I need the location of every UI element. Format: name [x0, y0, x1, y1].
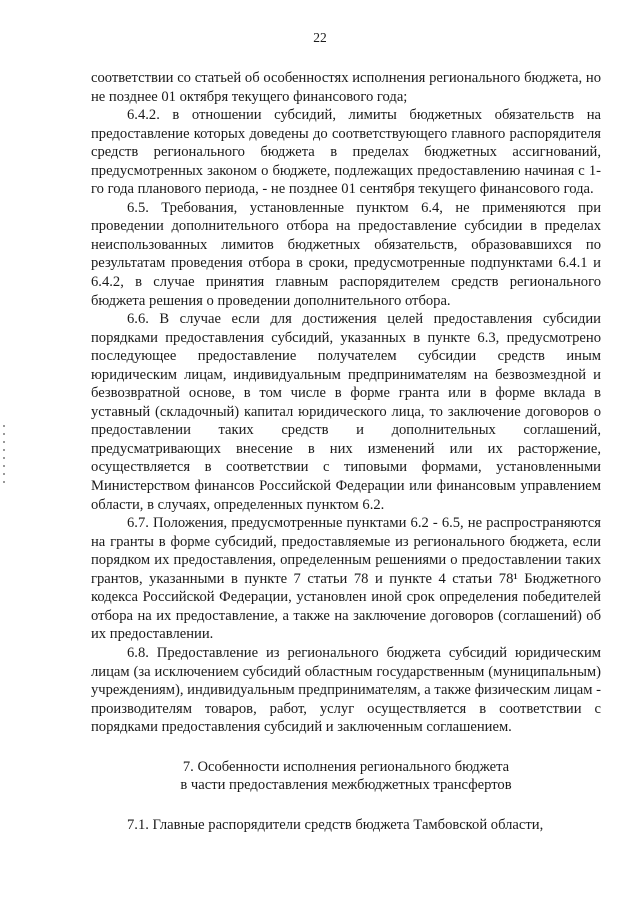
- paragraph-6-7: 6.7. Положения, предусмотренные пунктами 6.2 - 6.5, не распространяются на гранты в форме субсидий, предоставляемые из регионального бюджета, если порядком их предоставления, определенным решениями о предоставлении таких грантов, указанными в пункте 7 статьи 78 и пункте 4 статьи 78¹ Бюджетного кодекса Российской Федерации, установлен иной срок определения победителей отбора на их предоставление, а также на заключение договоров (соглашений) об их предоставлении.: [91, 515, 601, 643]
- binding-marks: [3, 425, 6, 545]
- paragraph-6-8: 6.8. Предоставление из регионального бюджета субсидий юридическим лицам (за исключением субсидий областным государственным (муниципальным) учреждениям), индивидуальным предпринимателям, а также физическим лицам - производителям товаров, работ, услуг осуществляется в соответствии с порядками предоставления субсидий и заключенным соглашением.: [91, 644, 601, 736]
- page-number: 22: [313, 30, 327, 45]
- paragraph-6-6: 6.6. В случае если для достижения целей предоставления субсидии порядками предоставления субсидий, указанных в пункте 6.3, предусмотрено последующее предоставление получателем субсидии средств иным юридическим лицам, индивидуальным предпринимателям на безвозмездной и безвозвратной основе, в том числе в форме гранта или в форме вклада в уставный (складочный) капитал юридического лица, то заключение договоров о предоставлении таких средств и дополнительных соглашений, предусматривающих внесение в них изменений или их расторжение, осуществляется в соответствии с типовыми формами, установленными Министерством финансов Российской Федерации или финансовым управлением области, в случаях, определенных пунктом 6.2.: [91, 311, 601, 513]
- paragraph-6-5: 6.5. Требования, установленные пунктом 6.4, не применяются при проведении дополнительного отбора на предоставление субсидии в пределах неиспользованных лимитов бюджетных обязательств, образовавшихся по результатам проведения отбора в сроки, предусмотренные подпунктами 6.4.1 и 6.4.2, в случае принятия главным распорядителем средств регионального бюджета решения о проведении дополнительного отбора.: [91, 199, 601, 309]
- section-heading: [91, 758, 601, 795]
- document-body: [91, 69, 601, 834]
- section-heading-line-1: 7. Особенности исполнения регионального бюджета: [182, 758, 510, 775]
- section-heading-line-2: в части предоставления межбюджетных трансфертов: [180, 777, 512, 794]
- paragraph-6-4-2: 6.4.2. в отношении субсидий, лимиты бюджетных обязательств на предоставление которых доведены до соответствующего главного распорядителя средств регионального бюджета в пределах бюджетных ассигнований, предусмотренных законом о бюджете, подлежащих предоставлению начиная с 1-го года планового периода, - не позднее 01 сентября текущего финансового года.: [91, 107, 601, 198]
- paragraph-7-1: 7.1. Главные распорядители средств бюджета Тамбовской области,: [127, 816, 544, 833]
- paragraph-continuation: соответствии со статьей об особенностях исполнения регионального бюджета, но не позднее 01 октября текущего финансового года;: [91, 70, 601, 105]
